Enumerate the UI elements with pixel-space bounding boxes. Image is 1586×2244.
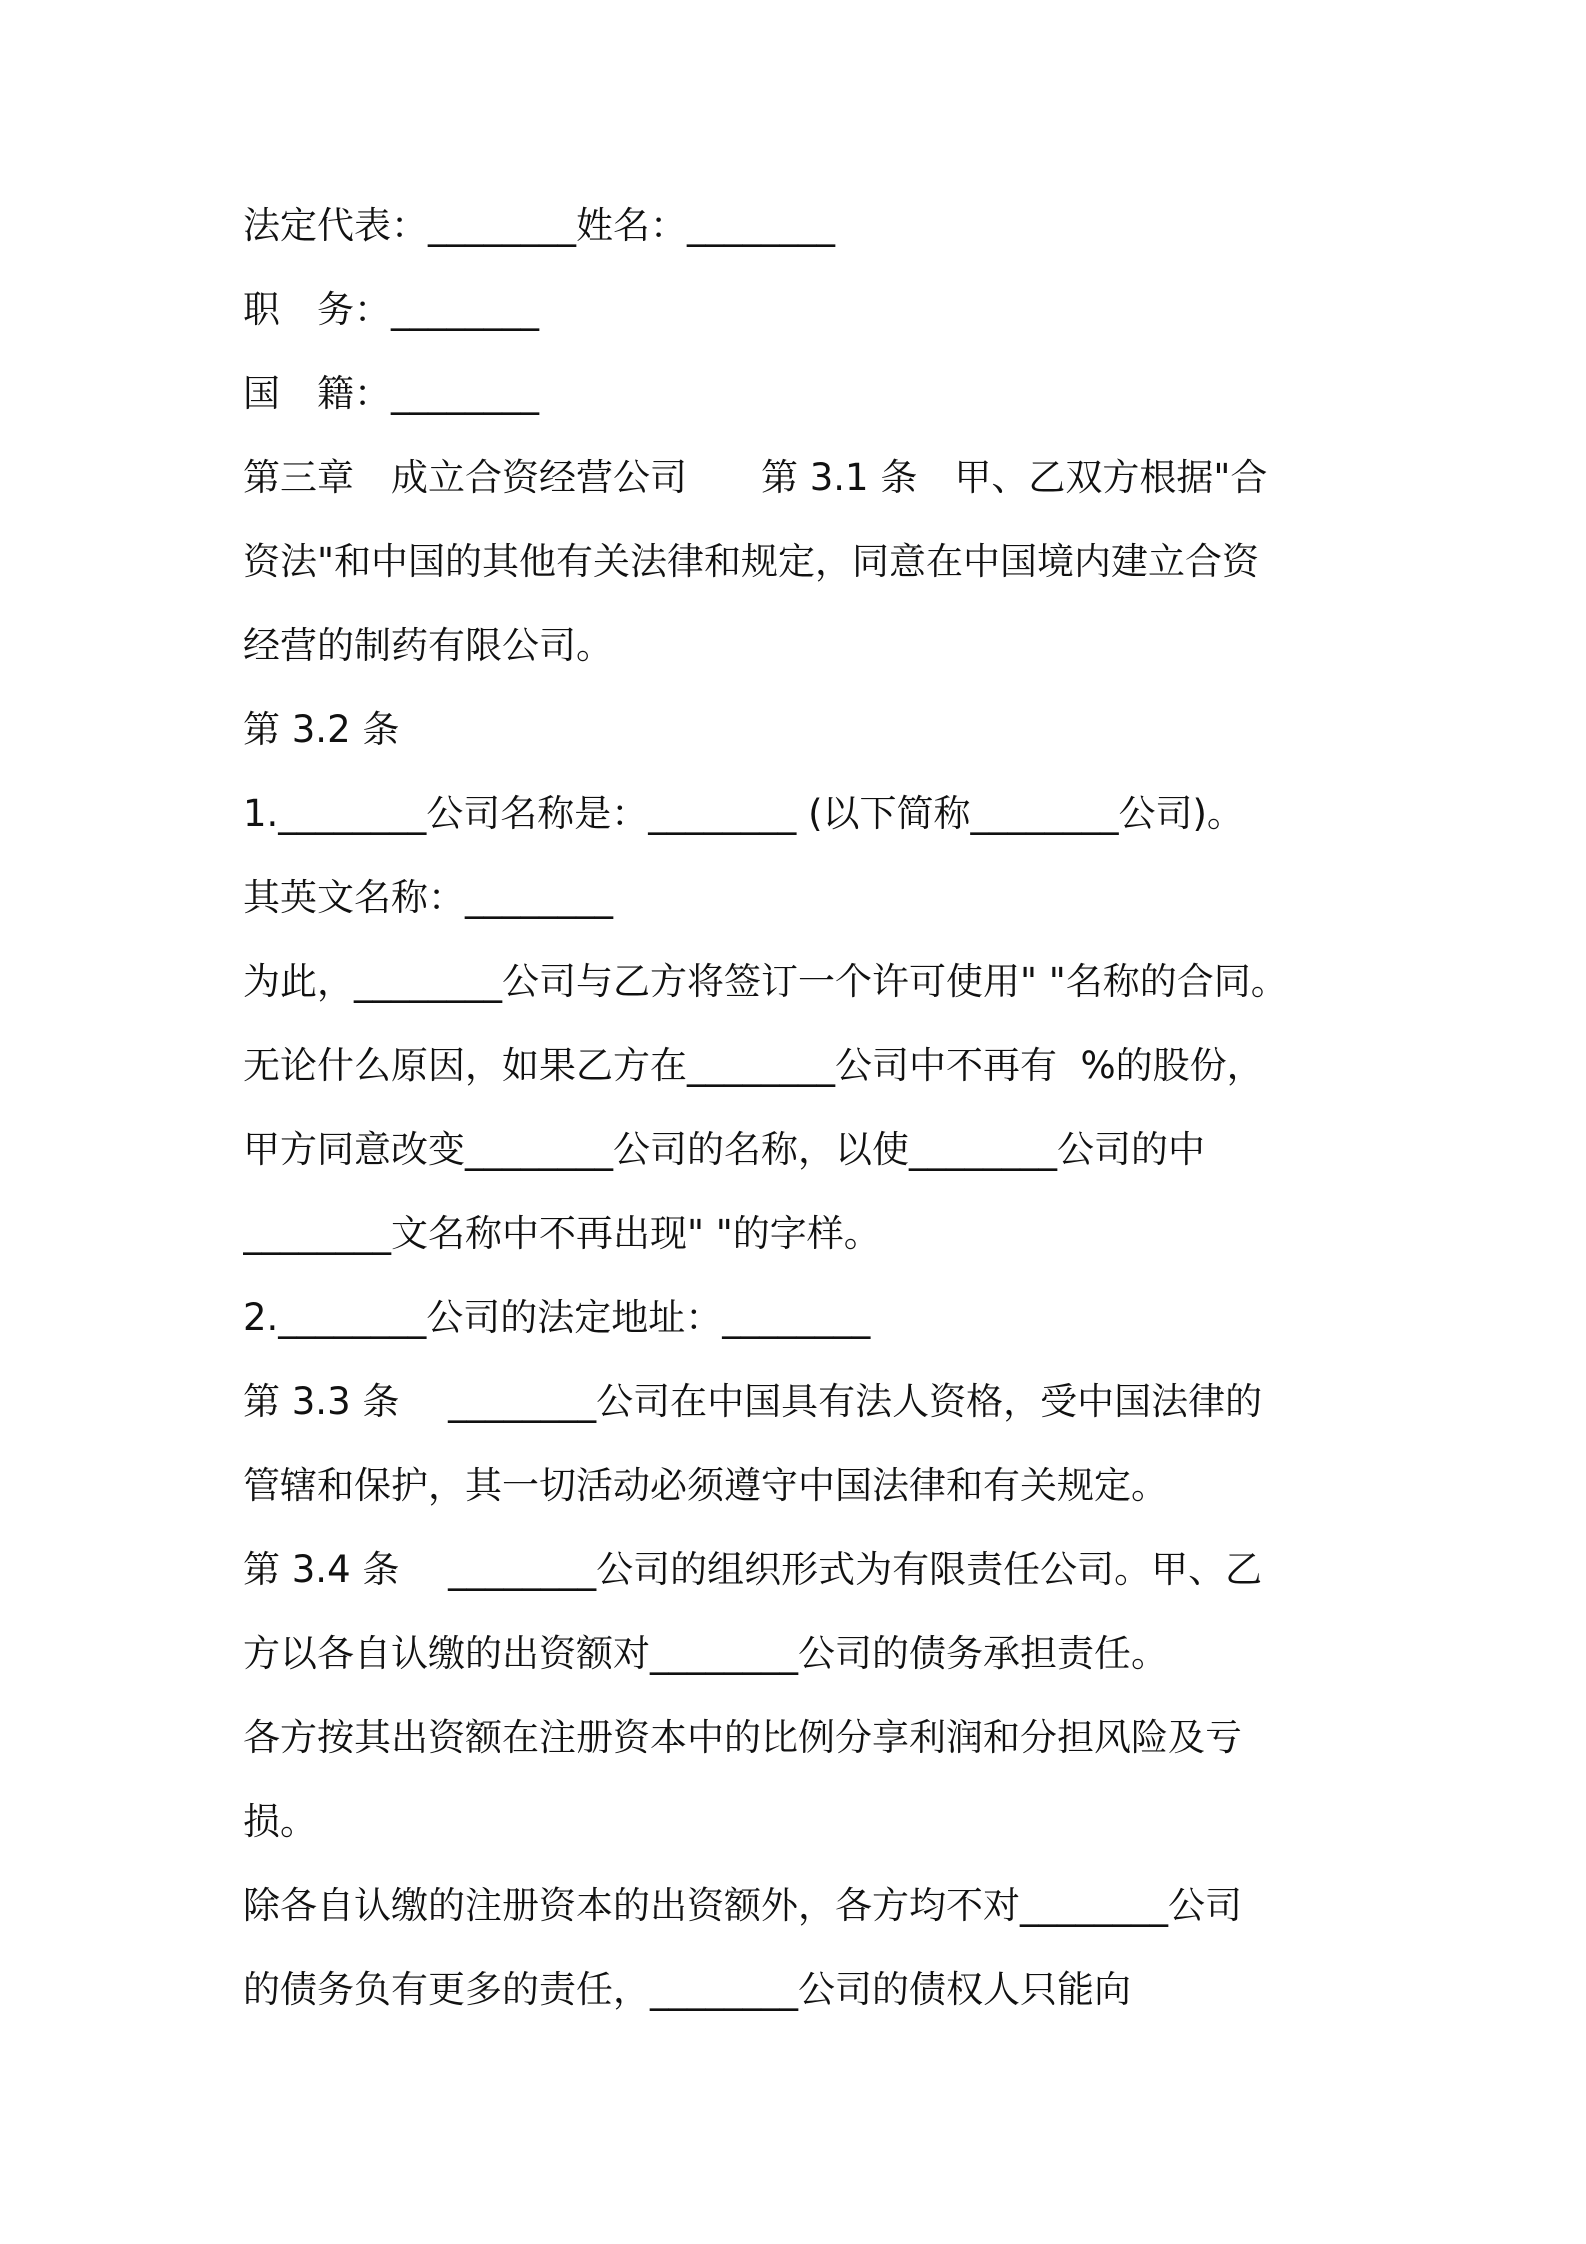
text-line: 管辖和保护，其一切活动必须遵守中国法律和有关规定。: [243, 1464, 1168, 1507]
text-line: 无论什么原因，如果乙方在________公司中不再有 %的股份，: [243, 1044, 1264, 1087]
text-line: ________文名称中不再出现" "的字样。: [243, 1212, 881, 1255]
text-line: 第 3.3 条 ________公司在中国具有法人资格，受中国法律的: [243, 1380, 1263, 1423]
text-line: 1.________公司名称是：________ (以下简称________公司)。: [243, 792, 1244, 835]
text-line: 各方按其出资额在注册资本中的比例分享利润和分担风险及亏: [243, 1716, 1242, 1759]
text-line: 经营的制药有限公司。: [243, 624, 613, 667]
text-line: 为此，________公司与乙方将签订一个许可使用" "名称的合同。: [243, 960, 1288, 1003]
text-line: 第 3.2 条: [243, 708, 400, 751]
text-line: 职 务：________: [243, 288, 539, 331]
text-line: 法定代表：________姓名：________: [243, 204, 835, 247]
text-line: 其英文名称：________: [243, 876, 613, 919]
text-line: 国 籍：________: [243, 372, 539, 415]
text-line: 方以各自认缴的出资额对________公司的债务承担责任。: [243, 1632, 1168, 1675]
text-line: 损。: [243, 1800, 317, 1843]
text-line: 第三章 成立合资经营公司 第 3.1 条 甲、乙双方根据"合: [243, 456, 1268, 499]
text-line: 的债务负有更多的责任，________公司的债权人只能向: [243, 1968, 1131, 2011]
text-line: 除各自认缴的注册资本的出资额外，各方均不对________公司: [243, 1884, 1242, 1927]
text-line: 资法"和中国的其他有关法律和规定，同意在中国境内建立合资: [243, 540, 1260, 583]
text-line: 甲方同意改变________公司的名称，以使________公司的中: [243, 1128, 1205, 1171]
text-line: 2.________公司的法定地址：________: [243, 1296, 871, 1339]
text-line: 第 3.4 条 ________公司的组织形式为有限责任公司。甲、乙: [243, 1548, 1263, 1591]
